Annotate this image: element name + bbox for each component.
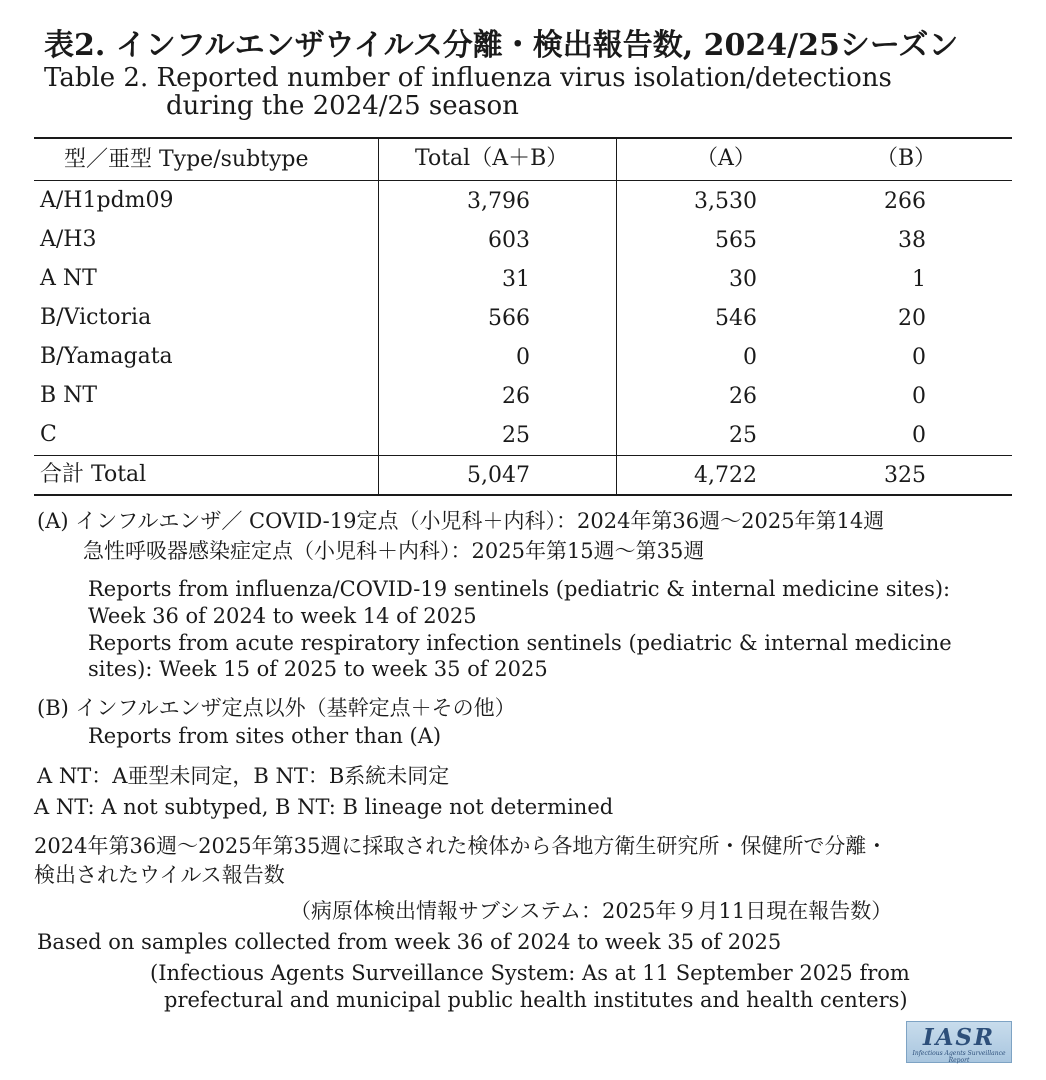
row-b: 1 (912, 267, 926, 292)
total-row-a: 4,722 (694, 463, 757, 488)
source-english-line1: (Infectious Agents Surveillance System: As at 11 September 2025 from (150, 961, 910, 985)
row-a: 546 (715, 306, 757, 331)
isolation-table (34, 137, 1012, 497)
table-bottom-rule (34, 494, 1012, 496)
source-english-line2: prefectural and municipal public health institutes and health centers) (164, 988, 908, 1012)
note-a-english-line4: sites): Week 15 of 2025 to week 35 of 2025 (88, 657, 548, 681)
row-b: 38 (898, 228, 926, 253)
iasr-logo (906, 1021, 1012, 1063)
basis-japanese-line1: 2024年第36週～2025年第35週に採取された検体から各地方衛生研究所・保健所で分離・ (34, 834, 888, 858)
row-a: 565 (715, 228, 757, 253)
row-a: 3,530 (694, 189, 757, 214)
nt-definition-japanese: A NT：A亜型未同定，B NT：B系統未同定 (37, 764, 450, 788)
column-divider-1 (378, 137, 379, 496)
source-japanese: （病原体検出情報サブシステム：2025年９月11日現在報告数） (290, 899, 893, 923)
header-bottom-rule (34, 180, 1012, 181)
note-b-japanese: (B) インフルエンザ定点以外（基幹定点＋その他） (37, 696, 516, 720)
header-b: （B） (876, 146, 937, 171)
table-title-japanese: 表2. インフルエンザウイルス分離・検出報告数, 2024/25シーズン (44, 28, 959, 63)
note-a-english-line2: Week 36 of 2024 to week 14 of 2025 (88, 604, 477, 628)
note-a-japanese-line1: (A) インフルエンザ／ COVID-19定点（小児科＋内科）：2024年第36週～2025年第14週 (37, 509, 885, 533)
table-top-rule (34, 137, 1012, 139)
note-a-english-line1: Reports from influenza/COVID-19 sentinels (pediatric & internal medicine sites): (88, 577, 951, 601)
header-total: Total（A＋B） (415, 146, 569, 171)
row-type: A/H3 (40, 227, 97, 252)
row-total: 3,796 (467, 189, 530, 214)
total-row-label: 合計 Total (40, 462, 147, 487)
total-row-total: 5,047 (467, 463, 530, 488)
row-total: 603 (488, 228, 530, 253)
row-total: 25 (502, 423, 530, 448)
row-b: 20 (898, 306, 926, 331)
header-a: （A） (696, 146, 756, 171)
total-row-b: 325 (884, 463, 926, 488)
row-type: B/Yamagata (40, 344, 173, 369)
header-type: 型／亜型 Type/subtype (64, 147, 309, 172)
iasr-logo-subtitle: Infectious Agents Surveillance Report (912, 1050, 1006, 1064)
row-b: 0 (912, 423, 926, 448)
row-b: 0 (912, 384, 926, 409)
row-a: 25 (729, 423, 757, 448)
row-type: A/H1pdm09 (40, 188, 174, 213)
table-title-english-line2: during the 2024/25 season (166, 91, 519, 121)
row-type: B/Victoria (40, 305, 152, 330)
row-b: 0 (912, 345, 926, 370)
row-a: 0 (743, 345, 757, 370)
nt-definition-english: A NT: A not subtyped, B NT: B lineage not determined (34, 795, 614, 819)
row-total: 26 (502, 384, 530, 409)
row-a: 30 (729, 267, 757, 292)
row-type: B NT (40, 383, 98, 408)
note-a-japanese-line2: 急性呼吸器感染症定点（小児科＋内科）：2025年第15週～第35週 (83, 539, 705, 563)
row-total: 566 (488, 306, 530, 331)
row-type: A NT (40, 266, 97, 291)
row-a: 26 (729, 384, 757, 409)
column-divider-2 (616, 137, 617, 496)
table-title-english-line1: Table 2. Reported number of influenza virus isolation/detections (44, 63, 892, 93)
iasr-logo-text: IASR (922, 1024, 996, 1051)
note-b-english: Reports from sites other than (A) (88, 724, 442, 748)
row-total: 0 (516, 345, 530, 370)
row-b: 266 (884, 189, 926, 214)
basis-japanese-line2: 検出されたウイルス報告数 (34, 863, 285, 887)
row-type: C (40, 422, 57, 447)
basis-english: Based on samples collected from week 36 of 2024 to week 35 of 2025 (37, 930, 782, 954)
note-a-english-line3: Reports from acute respiratory infection sentinels (pediatric & internal medicine (88, 631, 952, 655)
row-total: 31 (502, 267, 530, 292)
total-top-rule (34, 455, 1012, 456)
